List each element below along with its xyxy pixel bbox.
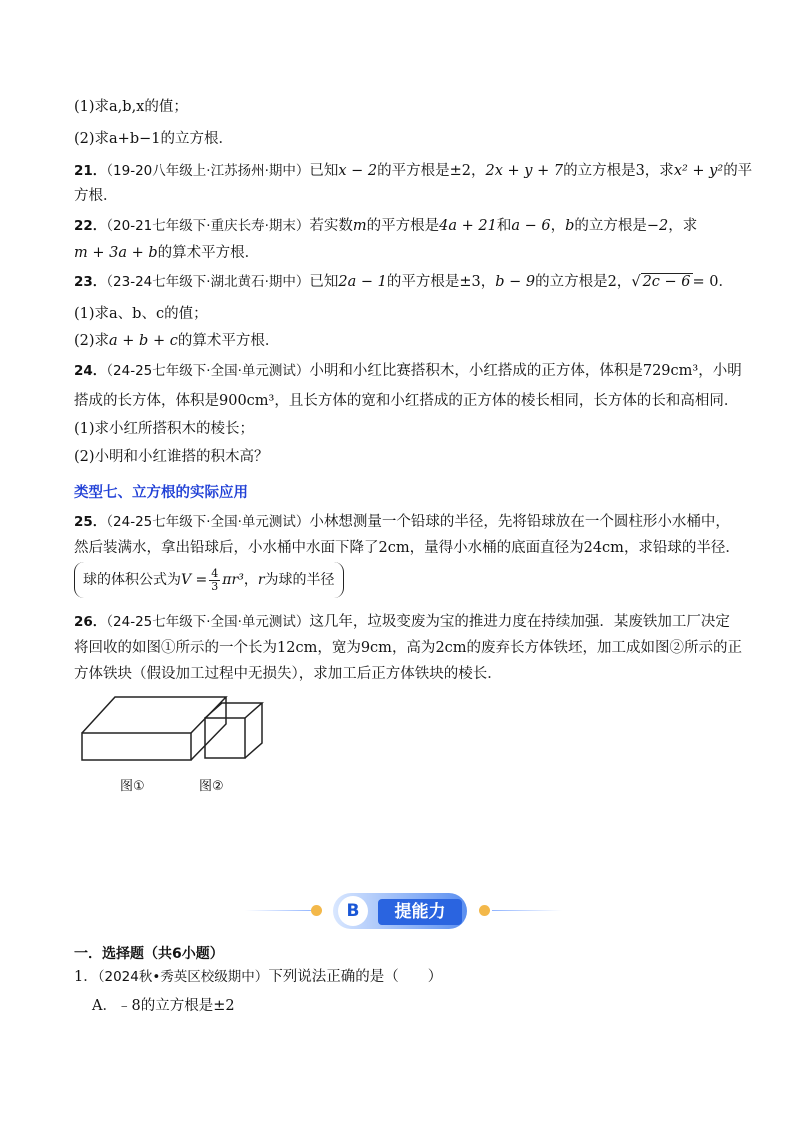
figure-2-label: 图② <box>199 779 224 794</box>
banner-dot-right <box>479 905 490 916</box>
question-24-part2: (2)小明和小红谁搭的积木高？ <box>74 449 269 465</box>
banner-line-right <box>492 910 562 911</box>
banner-title: 提能力 <box>378 899 462 925</box>
question-23-part2: (2)求a + b + c的算术平方根． <box>74 333 280 349</box>
mc-question-1: 1．（2024秋•秀英区校级期中）下列说法正确的是（ ） <box>74 969 443 985</box>
cube-figure-2 <box>205 703 262 758</box>
mc-question-1-option-a: A．﹣8的立方根是±2 <box>92 998 235 1014</box>
question-23-part1: (1)求a、b、c的值； <box>74 306 208 322</box>
question-22-cont: m + 3a + b的算术平方根． <box>74 245 260 261</box>
question-25-hint: 球的体积公式为V = $\frac{4}{3}$ πr³，r为球的半径 <box>74 562 344 598</box>
section-heading-7: 类型七、立方根的实际应用 <box>74 485 248 501</box>
question-25-line2: 然后装满水，拿出铅球后，小水桶中水面下降了2cm，量得小水桶的底面直径为24cm，求铅球的半径． <box>74 540 740 556</box>
mc-section-title: 一．选择题（共6小题） <box>74 946 224 962</box>
question-25: 25．（24-25七年级下·全国·单元测试）小林想测量一个铅球的半径，先将铅球放在一个圆柱形小水桶中， <box>74 514 730 530</box>
question-24: 24．（24-25七年级下·全国·单元测试）小明和小红比赛搭积木，小红搭成的正方体，体积是729cm³，小明 <box>74 363 742 379</box>
question-26: 26．（24-25七年级下·全国·单元测试）这几年，垃圾变废为宝的推进力度在持续加强．某废铁加工厂决定 <box>74 614 730 630</box>
figure-1-label: 图① <box>120 779 145 794</box>
question-24-part1: (1)求小红所搭积木的棱长； <box>74 421 255 437</box>
banner-dot-left <box>311 905 322 916</box>
question-26-line3: 方体铁块（假设加工过程中无损失），求加工后正方体铁块的棱长． <box>74 666 502 682</box>
question-26-line2: 将回收的如图①所示的一个长为12cm，宽为9cm，高为2cm的废弃长方体铁坯，加工成如图②所示的正 <box>74 640 743 656</box>
question-22: 22．（20-21七年级下·重庆长寿·期末）若实数m的平方根是4a + 21和a − 6，b的立方根是−2，求 <box>74 218 698 234</box>
line-sub2: (2)求a+b−1的立方根． <box>74 131 233 147</box>
line-sub1: (1)求a,b,x的值； <box>74 99 188 115</box>
banner-line-left <box>245 910 315 911</box>
question-21: 21．（19-20八年级上·江苏扬州·期中）已知x − 2的平方根是±2，2x + y + 7的立方根是3，求x² + y²的平 <box>74 163 753 179</box>
question-23: 23．（23-24七年级下·湖北黄石·期中）已知2a − 1的平方根是±3，b − 9的立方根是2，√ 2c − 6 = 0． <box>74 274 733 290</box>
question-24-line2: 搭成的长方体，体积是900cm³，且长方体的宽和小红搭成的正方体的棱长相同，长方体的长和高相同． <box>74 393 739 409</box>
banner-letter: B <box>338 896 368 926</box>
cuboid-figure-1 <box>82 697 226 760</box>
question-21-cont: 方根． <box>74 188 118 204</box>
